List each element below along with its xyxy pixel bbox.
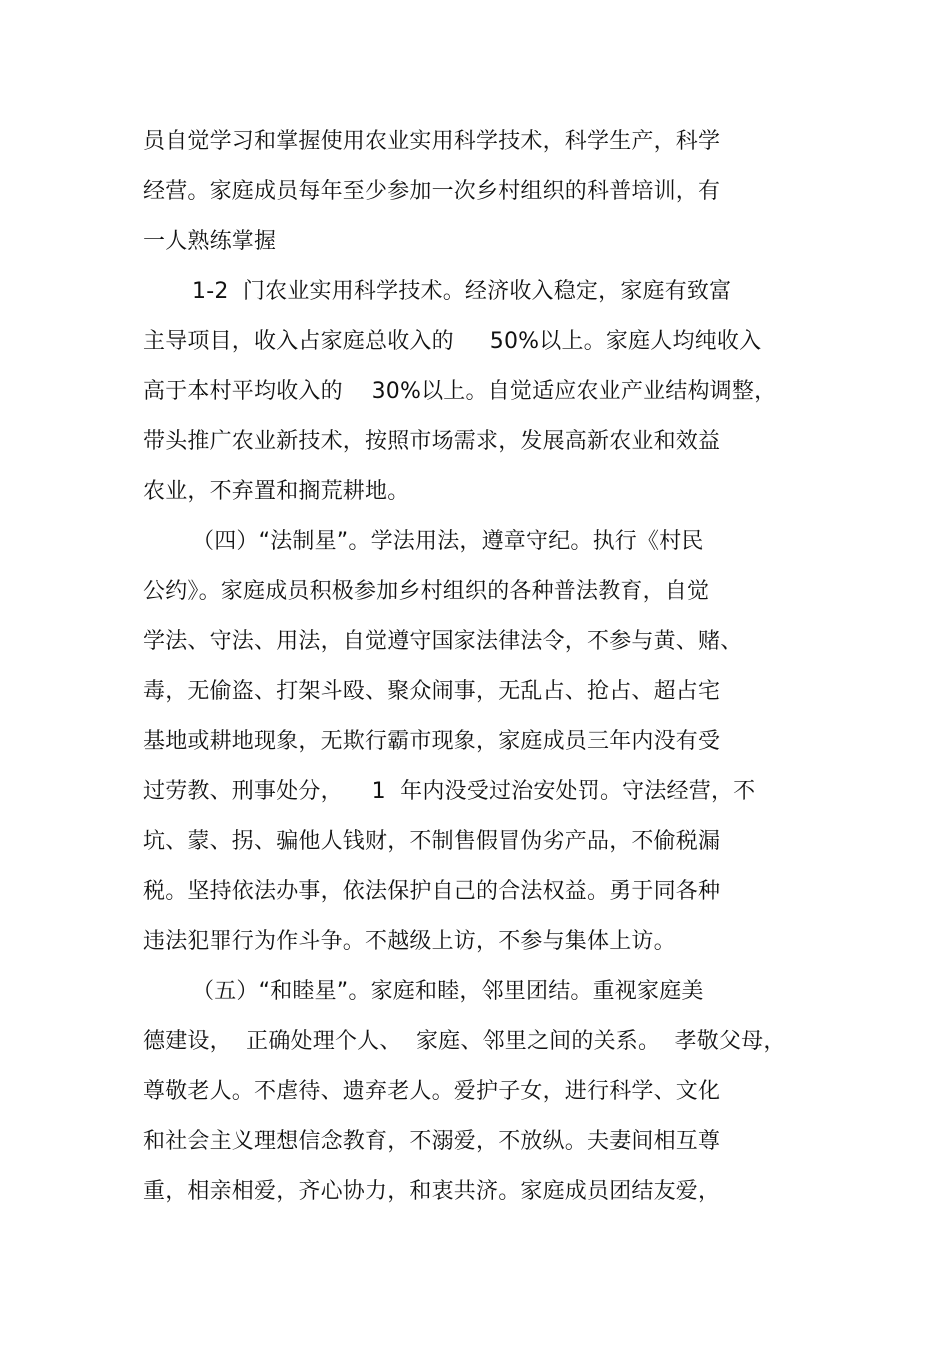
text-line: 过劳教、刑事处分， 1 年内没受过治安处罚。守法经营，不 bbox=[143, 779, 756, 804]
text-line: 员自觉学习和掌握使用农业实用科学技术，科学生产，科学 bbox=[143, 129, 721, 154]
section-five-heading-line: （五）“和睦星”。家庭和睦，邻里团结。重视家庭美 bbox=[192, 979, 704, 1004]
text-line: 农业，不弃置和搁荒耕地。 bbox=[143, 479, 410, 504]
text-line: 德建设， 正确处理个人、 家庭、邻里之间的关系。 孝敬父母， bbox=[143, 1029, 786, 1054]
text-line: 经营。家庭成员每年至少参加一次乡村组织的科普培训，有 bbox=[143, 179, 721, 204]
text-line: 高于本村平均收入的 30%以上。自觉适应农业产业结构调整， bbox=[143, 379, 777, 404]
text-line: 带头推广农业新技术，按照市场需求，发展高新农业和效益 bbox=[143, 429, 721, 454]
text-line: 一人熟练掌握 bbox=[143, 229, 277, 254]
text-line: 主导项目，收入占家庭总收入的 50%以上。家庭人均纯收入 bbox=[143, 329, 762, 354]
text-line: 坑、蒙、拐、骗他人钱财，不制售假冒伪劣产品，不偷税漏 bbox=[143, 829, 721, 854]
text-line: 违法犯罪行为作斗争。不越级上访，不参与集体上访。 bbox=[143, 929, 676, 954]
text-line: 公约》。家庭成员积极参加乡村组织的各种普法教育，自觉 bbox=[143, 579, 710, 604]
text-line: 重，相亲相爱，齐心协力，和衷共济。家庭成员团结友爱， bbox=[143, 1179, 721, 1204]
paragraph-start-line: 1-2 门农业实用科学技术。经济收入稳定，家庭有致富 bbox=[192, 279, 732, 304]
text-line: 毒，无偷盗、打架斗殴、聚众闹事，无乱占、抢占、超占宅 bbox=[143, 679, 721, 704]
text-line: 和社会主义理想信念教育，不溺爱，不放纵。夫妻间相互尊 bbox=[143, 1129, 721, 1154]
text-line: 税。坚持依法办事，依法保护自己的合法权益。勇于同各种 bbox=[143, 879, 721, 904]
text-line: 尊敬老人。不虐待、遗弃老人。爱护子女，进行科学、文化 bbox=[143, 1079, 721, 1104]
text-line: 基地或耕地现象，无欺行霸市现象，家庭成员三年内没有受 bbox=[143, 729, 721, 754]
section-four-heading-line: （四）“法制星”。学法用法，遵章守纪。执行《村民 bbox=[192, 529, 704, 554]
text-line: 学法、守法、用法，自觉遵守国家法律法令，不参与黄、赌、 bbox=[143, 629, 743, 654]
